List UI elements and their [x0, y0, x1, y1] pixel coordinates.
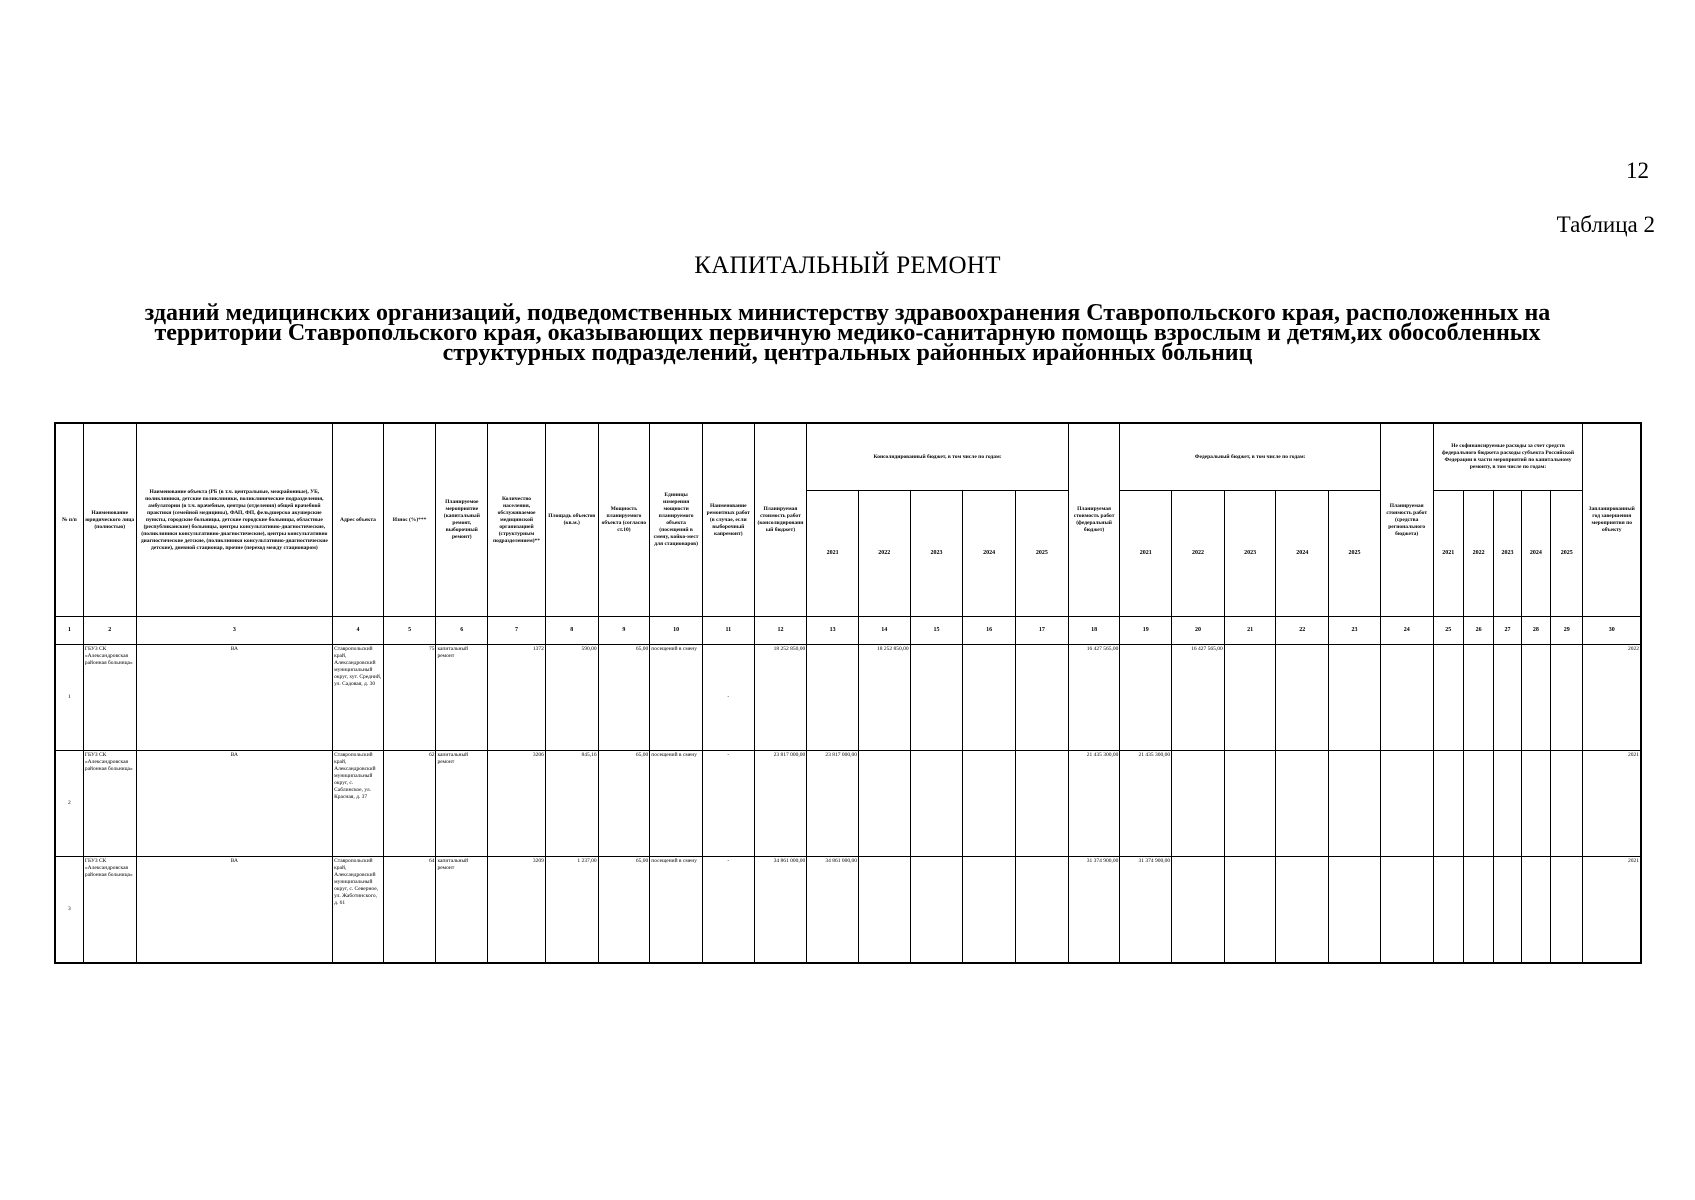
col-number: 12 — [754, 617, 807, 645]
year-end: 2021 — [1583, 751, 1641, 857]
fed-total: 31 374 900,00 — [1068, 857, 1120, 964]
nonco-2025 — [1551, 751, 1583, 857]
header-unit: Единицы измерения мощности планируемого объекта (посещений в смену, койко-мест для стационаров) — [650, 423, 703, 617]
repair-works: - — [702, 751, 754, 857]
fed-2024 — [1276, 751, 1329, 857]
col-number: 20 — [1172, 617, 1225, 645]
capacity-unit: посещений в смену — [650, 751, 703, 857]
header-fed-total: Планируемая стоимость работ (федеральный бюджет) — [1068, 423, 1120, 617]
table-row — [55, 857, 1641, 964]
capacity-unit: посещений в смену — [650, 645, 703, 751]
col-number: 10 — [650, 617, 703, 645]
year-header: 2024 — [1521, 491, 1550, 617]
nonco-2023 — [1494, 857, 1521, 964]
fed-2023 — [1224, 857, 1276, 964]
capacity: 65,00 — [598, 645, 650, 751]
population: 3209 — [488, 857, 546, 964]
col-number: 22 — [1276, 617, 1329, 645]
table-row — [55, 645, 1641, 751]
year-header: 2025 — [1329, 491, 1381, 617]
col-number: 26 — [1463, 617, 1493, 645]
wear-percent: 62 — [383, 751, 436, 857]
year-header: 2023 — [910, 491, 963, 617]
cons-2022 — [858, 751, 910, 857]
header-population: Количество населения, обслуживаемое медицинской организацией (структурным подразделением)** — [488, 423, 546, 617]
fed-2022 — [1172, 857, 1225, 964]
fed-2021: 31 374 900,00 — [1120, 857, 1172, 964]
cons-2025 — [1016, 645, 1069, 751]
page-number: 12 — [1626, 158, 1649, 183]
reg-total — [1380, 857, 1433, 964]
capacity: 65,00 — [598, 751, 650, 857]
col-number: 1 — [55, 617, 83, 645]
year-header: 2022 — [1172, 491, 1225, 617]
header-row — [55, 423, 1641, 491]
year-header: 2021 — [1433, 491, 1463, 617]
reg-total — [1380, 645, 1433, 751]
year-header: 2023 — [1494, 491, 1521, 617]
org-name: ГБУЗ СК «Александровская районная больница» — [83, 857, 136, 964]
fed-2021 — [1120, 645, 1172, 751]
document-title: КАПИТАЛЬНЫЙ РЕМОНТ — [694, 252, 1001, 279]
nonco-2022 — [1463, 645, 1493, 751]
fed-2022 — [1172, 751, 1225, 857]
cons-total: 23 817 000,00 — [754, 751, 807, 857]
cons-2024 — [963, 857, 1016, 964]
year-end: 2022 — [1583, 645, 1641, 751]
col-number: 19 — [1120, 617, 1172, 645]
header-wear: Износ (%)*** — [383, 423, 436, 617]
header-measure: Планируемое мероприятие (капитальный ремонт, выборочный ремонт) — [436, 423, 488, 617]
fed-2021: 21 435 300,00 — [1120, 751, 1172, 857]
header-no: № п/п — [55, 423, 83, 617]
year-header: 2022 — [858, 491, 910, 617]
object-address: Ставропольский край, Александровский муниципальный округ, с. Северное, ул. Жаботинского, д. 61 — [333, 857, 384, 964]
header-capacity: Мощность планируемого объекта (согласно ст.10) — [598, 423, 650, 617]
fed-total: 21 435 300,00 — [1068, 751, 1120, 857]
nonco-2025 — [1551, 857, 1583, 964]
row-number: 2 — [55, 751, 83, 857]
col-number: 21 — [1224, 617, 1276, 645]
fed-2025 — [1329, 751, 1381, 857]
org-name: ГБУЗ СК «Александровская районная больница» — [83, 645, 136, 751]
planned-measure: капитальный ремонт — [436, 751, 488, 857]
header-object: Наименование объекта (РБ (в т.ч. центральные, межрайонные), УБ, поликлиники, детские поликлиники, поликлинические подразделения, амбулатории (в т.ч. врачебные, центры (отделения) общей врачебной практики (семейной медицины), ФАП, ФП, фельдшерско акушерские пункты, городские больницы, детские городские больницы, областные (республиканские) больницы, центры консультативно-диагностические, (поликлиники консультативно-диагностические), центры консультативно диагностические детские, (поликлиники консультативно-диагностические детские), дневной стационар, прочие (переход между стационаром) — [136, 423, 333, 617]
area: 845,16 — [545, 751, 598, 857]
subtitle-line-2: территории Ставропольского края, оказывающих первичную медико-санитарную помощь взрослым и детям,их обособленных — [154, 320, 1541, 346]
cons-2022 — [858, 857, 910, 964]
nonco-2023 — [1494, 645, 1521, 751]
subtitle-line-3: структурных подразделений, центральных районных ирайонных больниц — [442, 340, 1253, 366]
cons-2023 — [910, 645, 963, 751]
fed-2023 — [1224, 645, 1276, 751]
col-number: 7 — [488, 617, 546, 645]
object-address: Ставропольский край, Александровский муниципальный округ, хут. Средний, ул. Садовая, д. 30 — [333, 645, 384, 751]
cons-2025 — [1016, 751, 1069, 857]
cons-2021 — [807, 645, 859, 751]
header-cons-total: Планируемая стоимость работ (консолидированный бюджет) — [754, 423, 807, 617]
capacity: 65,00 — [598, 857, 650, 964]
capital-repair-table — [54, 422, 1642, 964]
header-area: Площадь объектов (кв.м.) — [545, 423, 598, 617]
header-year-end: Запланированный год завершения мероприятия по объекту — [1583, 423, 1641, 617]
column-numbers-row — [55, 617, 1641, 645]
object-type: ВА — [136, 751, 333, 857]
header-works: Наименование ремонтных работ (в случае, если выборочный капремонт) — [702, 423, 754, 617]
nonco-2022 — [1463, 857, 1493, 964]
header-address: Адрес объекта — [333, 423, 384, 617]
area: 590,00 — [545, 645, 598, 751]
nonco-2024 — [1521, 751, 1550, 857]
object-type: ВА — [136, 857, 333, 964]
nonco-2021 — [1433, 857, 1463, 964]
year-header: 2025 — [1016, 491, 1069, 617]
col-number: 6 — [436, 617, 488, 645]
table-row — [55, 751, 1641, 857]
col-number: 24 — [1380, 617, 1433, 645]
cons-2023 — [910, 751, 963, 857]
fed-2022: 16 427 565,00 — [1172, 645, 1225, 751]
col-number: 29 — [1551, 617, 1583, 645]
fed-2024 — [1276, 645, 1329, 751]
col-number: 14 — [858, 617, 910, 645]
col-number: 11 — [702, 617, 754, 645]
planned-measure: капитальный ремонт — [436, 645, 488, 751]
col-number: 5 — [383, 617, 436, 645]
fed-2023 — [1224, 751, 1276, 857]
nonco-2022 — [1463, 751, 1493, 857]
fed-2025 — [1329, 857, 1381, 964]
col-number: 16 — [963, 617, 1016, 645]
population: 3206 — [488, 751, 546, 857]
fed-2025 — [1329, 645, 1381, 751]
nonco-2023 — [1494, 751, 1521, 857]
header-fed-group: Федеральный бюджет, в том числе по годам: — [1120, 423, 1380, 491]
cons-2022: 18 252 850,00 — [858, 645, 910, 751]
cons-2025 — [1016, 857, 1069, 964]
col-number: 15 — [910, 617, 963, 645]
col-number: 2 — [83, 617, 136, 645]
header-org: Наименование юридического лица (полностью) — [83, 423, 136, 617]
col-number: 25 — [1433, 617, 1463, 645]
area: 1 237,00 — [545, 857, 598, 964]
fed-total: 16 427 565,00 — [1068, 645, 1120, 751]
year-header: 2022 — [1463, 491, 1493, 617]
col-number: 13 — [807, 617, 859, 645]
col-number: 30 — [1583, 617, 1641, 645]
header-cons-group: Консолидированный бюджет, в том числе по годам: — [807, 423, 1068, 491]
document-subtitle — [100, 300, 1595, 366]
cons-2023 — [910, 857, 963, 964]
cons-total: 34 861 000,00 — [754, 857, 807, 964]
nonco-2025 — [1551, 645, 1583, 751]
year-header: 2025 — [1551, 491, 1583, 617]
fed-2024 — [1276, 857, 1329, 964]
reg-total — [1380, 751, 1433, 857]
nonco-2021 — [1433, 751, 1463, 857]
table-label: Таблица 2 — [1556, 212, 1655, 237]
subtitle-line-1: зданий медицинских организаций, подведомственных министерству здравоохранения Ставропольского края, расположенных на — [144, 300, 1551, 326]
col-number: 18 — [1068, 617, 1120, 645]
col-number: 8 — [545, 617, 598, 645]
header-reg-total: Планируемая стоимость работ (средства регионального бюджета) — [1380, 423, 1433, 617]
row-number: 3 — [55, 857, 83, 964]
year-header: 2021 — [1120, 491, 1172, 617]
planned-measure: капитальный ремонт — [436, 857, 488, 964]
col-number: 17 — [1016, 617, 1069, 645]
header-nonco-group: Не софинансируемые расходы за счет средств федерального бюджета расходы субъекта Российской Федерации в части мероприятий по капитальному ремонту, в том числе по годам: — [1433, 423, 1583, 491]
cons-total: 18 252 850,00 — [754, 645, 807, 751]
nonco-2021 — [1433, 645, 1463, 751]
year-header: 2023 — [1224, 491, 1276, 617]
col-number: 3 — [136, 617, 333, 645]
col-number: 27 — [1494, 617, 1521, 645]
org-name: ГБУЗ СК «Александровская районная больница» — [83, 751, 136, 857]
col-number: 28 — [1521, 617, 1550, 645]
col-number: 9 — [598, 617, 650, 645]
object-address: Ставропольский край, Александровский муниципальный округ, с. Саблинское, ул. Красная, д. 37 — [333, 751, 384, 857]
col-number: 4 — [333, 617, 384, 645]
wear-percent: 64 — [383, 857, 436, 964]
population: 1372 — [488, 645, 546, 751]
year-header: 2021 — [807, 491, 859, 617]
capacity-unit: посещений в смену — [650, 857, 703, 964]
cons-2024 — [963, 645, 1016, 751]
wear-percent: 75 — [383, 645, 436, 751]
year-header: 2024 — [1276, 491, 1329, 617]
cons-2024 — [963, 751, 1016, 857]
cons-2021: 34 861 000,00 — [807, 857, 859, 964]
nonco-2024 — [1521, 645, 1550, 751]
object-type: ВА — [136, 645, 333, 751]
col-number: 23 — [1329, 617, 1381, 645]
year-header: 2024 — [963, 491, 1016, 617]
nonco-2024 — [1521, 857, 1550, 964]
repair-works: - — [702, 645, 754, 751]
repair-works: - — [702, 857, 754, 964]
cons-2021: 23 817 000,00 — [807, 751, 859, 857]
year-end: 2021 — [1583, 857, 1641, 964]
row-number: 1 — [55, 645, 83, 751]
